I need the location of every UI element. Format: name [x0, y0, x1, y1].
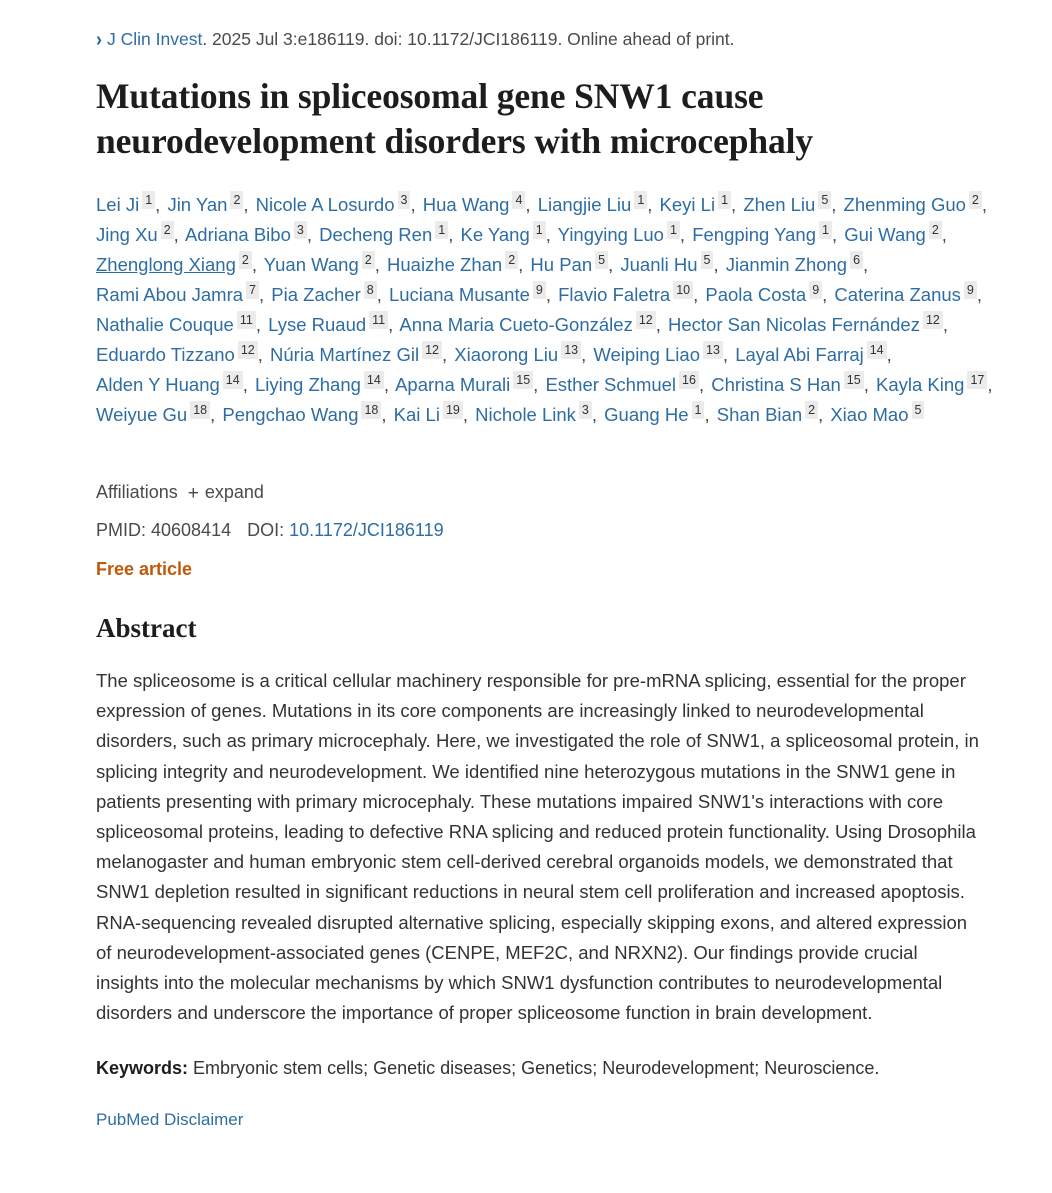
author-link[interactable]: Jianmin Zhong: [725, 254, 848, 275]
author-affiliation-marker[interactable]: 13: [561, 341, 581, 359]
author-separator: ,: [698, 374, 705, 395]
author-affiliation-marker[interactable]: 11: [237, 311, 256, 329]
author-affiliation-marker[interactable]: 15: [844, 371, 864, 389]
citation-details: . 2025 Jul 3:e186119. doi: 10.1172/JCI186119. Online ahead of print.: [202, 29, 735, 49]
author-list: [96, 190, 1002, 430]
author-link[interactable]: Shan Bian: [716, 404, 803, 425]
author-affiliation-marker[interactable]: 2: [362, 251, 375, 269]
author-link[interactable]: Nicole A Losurdo: [255, 194, 395, 215]
keywords-value: Embryonic stem cells; Genetic diseases; Genetics; Neurodevelopment; Neuroscience.: [193, 1058, 880, 1079]
author-separator: ,: [722, 344, 729, 365]
author-link[interactable]: Lei Ji: [96, 194, 140, 215]
author-affiliation-marker[interactable]: 9: [533, 281, 546, 299]
author-link[interactable]: Rami Abou Jamra: [96, 284, 244, 305]
author-link[interactable]: Lyse Ruaud: [268, 314, 367, 335]
plus-icon: +: [187, 483, 199, 504]
author-affiliation-marker[interactable]: 12: [238, 341, 258, 359]
author-separator: ,: [462, 404, 468, 425]
author-affiliation-marker[interactable]: 8: [364, 281, 377, 299]
author-link[interactable]: Paola Costa: [705, 284, 807, 305]
author-affiliation-marker[interactable]: 5: [818, 191, 831, 209]
author-separator: ,: [410, 194, 416, 215]
affiliations-row: [96, 478, 976, 508]
author-link[interactable]: Nichole Link: [475, 404, 576, 425]
author-affiliation-marker[interactable]: 3: [294, 221, 307, 239]
author-link[interactable]: Zhen Liu: [743, 194, 816, 215]
author-affiliation-marker[interactable]: 3: [398, 191, 411, 209]
author-separator: ,: [242, 374, 248, 395]
author-affiliation-marker[interactable]: 17: [967, 371, 987, 389]
author-affiliation-marker[interactable]: 5: [912, 401, 925, 419]
author-affiliation-marker[interactable]: 10: [673, 281, 693, 299]
author-separator: ,: [155, 194, 161, 215]
author-affiliation-marker[interactable]: 15: [513, 371, 533, 389]
keywords-label: Keywords:: [96, 1058, 189, 1079]
author-separator: ,: [383, 374, 389, 395]
author-separator: ,: [679, 224, 686, 245]
author-separator: ,: [981, 194, 988, 215]
author-link[interactable]: Weiping Liao: [593, 344, 700, 365]
author-separator: ,: [987, 374, 993, 395]
author-separator: ,: [941, 224, 947, 245]
author-link[interactable]: Jin Yan: [167, 194, 228, 215]
author-separator: ,: [731, 194, 737, 215]
author-separator: ,: [251, 254, 257, 275]
keywords-row: [96, 1054, 981, 1082]
disclaimer-row: [96, 1108, 981, 1132]
author-affiliation-marker[interactable]: 12: [923, 311, 943, 329]
author-separator: ,: [863, 254, 869, 275]
chevron-right-icon[interactable]: ›: [96, 27, 102, 51]
author-link[interactable]: Adriana Bibo: [184, 224, 291, 245]
pmid-value: PMID: 40608414: [96, 520, 232, 540]
author-separator: ,: [448, 224, 454, 245]
author-link[interactable]: Fengping Yang: [692, 224, 816, 245]
author-affiliation-marker[interactable]: 5: [595, 251, 608, 269]
author-separator: ,: [259, 284, 265, 305]
author-link[interactable]: Liying Zhang: [254, 374, 361, 395]
author-separator: ,: [608, 254, 614, 275]
author-link[interactable]: Guang He: [604, 404, 689, 425]
author-link[interactable]: Hu Pan: [530, 254, 593, 275]
author-link[interactable]: Eduardo Tizzano: [96, 344, 235, 365]
author-link[interactable]: Kai Li: [393, 404, 440, 425]
author-separator: ,: [442, 344, 448, 365]
page-title: Mutations in spliceosomal gene SNW1 cause neurodevelopment disorders with microcephaly: [96, 76, 814, 161]
doi-label: DOI:: [247, 520, 285, 540]
author-separator: ,: [376, 284, 382, 305]
author-affiliation-marker[interactable]: 4: [512, 191, 525, 209]
author-separator: ,: [818, 404, 824, 425]
author-affiliation-marker[interactable]: 1: [533, 221, 546, 239]
author-link[interactable]: Anna Maria Cueto-González: [399, 314, 633, 335]
author-separator: ,: [591, 404, 598, 425]
author-link[interactable]: Xiaorong Liu: [454, 344, 559, 365]
author-separator: ,: [525, 194, 531, 215]
author-separator: ,: [545, 224, 551, 245]
author-link[interactable]: Esther Schmuel: [545, 374, 677, 395]
abstract-section: [96, 612, 981, 1132]
author-separator: ,: [518, 254, 524, 275]
author-link[interactable]: Kayla King: [875, 374, 965, 395]
author-separator: ,: [257, 344, 263, 365]
author-separator: ,: [533, 374, 539, 395]
author-affiliation-marker[interactable]: 12: [636, 311, 656, 329]
journal-link[interactable]: J Clin Invest: [107, 29, 203, 49]
author-affiliation-marker[interactable]: 18: [361, 401, 381, 419]
author-affiliation-marker[interactable]: 7: [246, 281, 259, 299]
article-meta: [96, 478, 976, 581]
author-separator: ,: [581, 344, 587, 365]
author-link[interactable]: Caterina Zanus: [834, 284, 961, 305]
author-separator: ,: [886, 344, 892, 365]
author-link[interactable]: Núria Martínez Gil: [270, 344, 420, 365]
author-separator: ,: [306, 224, 312, 245]
author-link[interactable]: Christina S Han: [711, 374, 841, 395]
affiliations-expand-button[interactable]: [188, 478, 264, 508]
author-affiliation-marker[interactable]: 19: [443, 401, 463, 419]
expand-label: expand: [204, 482, 264, 502]
abstract-heading: Abstract: [96, 613, 197, 643]
author-separator: ,: [704, 404, 710, 425]
author-separator: ,: [976, 284, 982, 305]
author-affiliation-marker[interactable]: 2: [239, 251, 252, 269]
author-separator: ,: [243, 194, 249, 215]
author-affiliation-marker[interactable]: 1: [692, 401, 705, 419]
author-link[interactable]: Hector San Nicolas Fernández: [668, 314, 920, 335]
author-link[interactable]: Hua Wang: [422, 194, 510, 215]
author-separator: ,: [545, 284, 551, 305]
author-affiliation-marker[interactable]: 2: [969, 191, 982, 209]
author-separator: ,: [173, 224, 179, 245]
author-link[interactable]: Huaizhe Zhan: [387, 254, 503, 275]
author-separator: ,: [831, 224, 838, 245]
author-link[interactable]: Alden Y Huang: [96, 374, 220, 395]
author-affiliation-marker[interactable]: 5: [701, 251, 714, 269]
author-affiliation-marker[interactable]: 1: [667, 221, 680, 239]
author-link[interactable]: Gui Wang: [844, 224, 926, 245]
author-affiliation-marker[interactable]: 2: [805, 401, 818, 419]
author-separator: ,: [647, 194, 653, 215]
author-affiliation-marker[interactable]: 2: [230, 191, 243, 209]
author-affiliation-marker[interactable]: 1: [634, 191, 647, 209]
author-affiliation-marker[interactable]: 1: [819, 221, 832, 239]
author-affiliation-marker[interactable]: 6: [850, 251, 863, 269]
author-link[interactable]: Juanli Hu: [620, 254, 698, 275]
author-link[interactable]: Yuan Wang: [263, 254, 359, 275]
author-separator: ,: [831, 194, 837, 215]
author-affiliation-marker[interactable]: 1: [718, 191, 731, 209]
author-link[interactable]: Jing Xu: [96, 224, 158, 245]
author-affiliation-marker[interactable]: 9: [809, 281, 822, 299]
author-separator: ,: [713, 254, 719, 275]
author-link[interactable]: Luciana Musante: [388, 284, 530, 305]
author-separator: ,: [388, 314, 394, 335]
author-link[interactable]: Flavio Faletra: [558, 284, 671, 305]
author-affiliation-marker[interactable]: 14: [223, 371, 243, 389]
affiliations-label: Affiliations: [96, 482, 178, 502]
author-link[interactable]: Pia Zacher: [271, 284, 361, 305]
author-affiliation-marker[interactable]: 2: [161, 221, 174, 239]
author-separator: ,: [374, 254, 380, 275]
author-link[interactable]: Ke Yang: [460, 224, 530, 245]
author-separator: ,: [822, 284, 828, 305]
author-separator: ,: [693, 284, 699, 305]
author-link[interactable]: Nathalie Couque: [96, 314, 234, 335]
author-affiliation-marker[interactable]: 3: [579, 401, 592, 419]
author-affiliation-marker[interactable]: 1: [142, 191, 155, 209]
author-link[interactable]: Zhenming Guo: [843, 194, 966, 215]
author-link[interactable]: Yingying Luo: [557, 224, 664, 245]
author-link[interactable]: Weiyue Gu: [96, 404, 188, 425]
author-affiliation-marker[interactable]: 2: [929, 221, 942, 239]
doi-link[interactable]: 10.1172/JCI186119: [289, 520, 444, 540]
author-link[interactable]: Decheng Ren: [319, 224, 433, 245]
author-link[interactable]: Xiao Mao: [830, 404, 909, 425]
author-affiliation-marker[interactable]: 16: [679, 371, 699, 389]
author-link[interactable]: Zhenglong Xiang: [96, 254, 236, 275]
citation-line: [96, 27, 1012, 51]
author-affiliation-marker[interactable]: 18: [190, 401, 210, 419]
abstract-text: The spliceosome is a critical cellular machinery responsible for pre-mRNA splicing, essential for the proper expression of genes. Mutations in its core components are increasingly linked to neurodevelopmental disorders, such as primary microcephaly. Here, we investigated the role of SNW1, a spliceosomal protein, in splicing integrity and neurodevelopment. We identified nine heterozygous mutations in the SNW1 gene in patients presenting with primary microcephaly. These mutations impaired SNW1's interactions with core spliceosomal proteins, leading to defective RNA splicing and reduced protein functionality. Using Drosophila melanogaster and human embryonic stem cell-derived cerebral organoids models, we demonstrated that SNW1 depletion resulted in significant reductions in neural stem cell proliferation and increased apoptosis. RNA-sequencing revealed disrupted alternative splicing, especially skipping exons, and altered expression of neurodevelopment-associated genes (CENPE, MEF2C, and NRXN2). Our findings provide crucial insights into the molecular mechanisms by which SNW1 dysfunction contributes to neurodevelopmental disorders and underscore the importance of proper spliceosome function in brain development.: [96, 670, 979, 1024]
author-affiliation-marker[interactable]: 14: [364, 371, 384, 389]
author-separator: ,: [863, 374, 869, 395]
author-affiliation-marker[interactable]: 13: [703, 341, 723, 359]
author-separator: ,: [255, 314, 261, 335]
author-separator: ,: [381, 404, 387, 425]
identifiers-row: [96, 517, 976, 543]
author-affiliation-marker[interactable]: 2: [505, 251, 518, 269]
author-separator: ,: [655, 314, 661, 335]
author-separator: ,: [210, 404, 216, 425]
author-link[interactable]: Liangjie Liu: [537, 194, 632, 215]
author-affiliation-marker[interactable]: 14: [867, 341, 887, 359]
author-affiliation-marker[interactable]: 11: [369, 311, 388, 329]
pubmed-disclaimer-link[interactable]: PubMed Disclaimer: [96, 1110, 244, 1130]
author-affiliation-marker[interactable]: 9: [964, 281, 977, 299]
author-separator: ,: [942, 314, 948, 335]
free-article-badge: Free article: [96, 559, 193, 579]
author-link[interactable]: Aparna Murali: [395, 374, 511, 395]
author-link[interactable]: Pengchao Wang: [222, 404, 359, 425]
author-link[interactable]: Keyi Li: [659, 194, 716, 215]
author-link[interactable]: Layal Abi Farraj: [735, 344, 864, 365]
author-affiliation-marker[interactable]: 12: [422, 341, 442, 359]
author-affiliation-marker[interactable]: 1: [435, 221, 448, 239]
